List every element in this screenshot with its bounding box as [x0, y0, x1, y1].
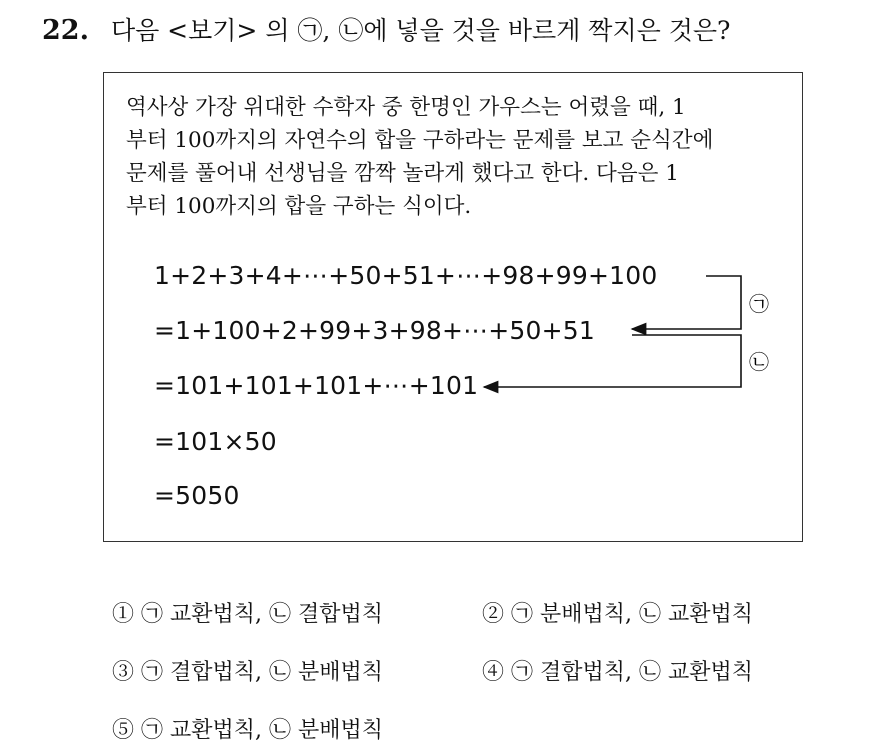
passage-line-3: 문제를 풀어내 선생님을 깜짝 놀라게 했다고 한다. 다음은 1 [126, 161, 679, 186]
math-line-2: =1+100+2+99+3+98+⋯+50+51 [154, 316, 596, 345]
math-line-4: =101×50 [154, 427, 277, 456]
option-2[interactable]: ② ㉠ 분배법칙, ㉡ 교환법칙 [482, 602, 753, 627]
question-number: 22. [42, 15, 89, 46]
math-line-5: =5050 [154, 481, 240, 510]
question-stem [42, 14, 730, 48]
option-4[interactable]: ④ ㉠ 결합법칙, ㉡ 교환법칙 [482, 660, 753, 685]
passage-line-1: 역사상 가장 위대한 수학자 중 한명인 가우스는 어렸을 때, 1 [126, 95, 686, 120]
passage-line-4: 부터 100까지의 합을 구하는 식이다. [126, 194, 472, 219]
option-5[interactable]: ⑤ ㉠ 교환법칙, ㉡ 분배법칙 [112, 718, 383, 743]
passage-line-2: 부터 100까지의 자연수의 합을 구하라는 문제를 보고 순식간에 [126, 128, 714, 153]
passage [126, 91, 786, 223]
option-1[interactable]: ① ㉠ 교환법칙, ㉡ 결합법칙 [112, 602, 383, 627]
math-line-3: =101+101+101+⋯+101 [154, 371, 479, 400]
marker-a-label: ㉠ [749, 292, 769, 316]
question-text: 다음 <보기> 의 ㉠, ㉡에 넣을 것을 바르게 짝지은 것은? [110, 16, 731, 45]
option-3[interactable]: ③ ㉠ 결합법칙, ㉡ 분배법칙 [112, 660, 383, 685]
math-line-1: 1+2+3+4+⋯+50+51+⋯+98+99+100 [154, 261, 658, 290]
example-box [103, 72, 803, 542]
marker-b-label: ㉡ [749, 350, 769, 374]
